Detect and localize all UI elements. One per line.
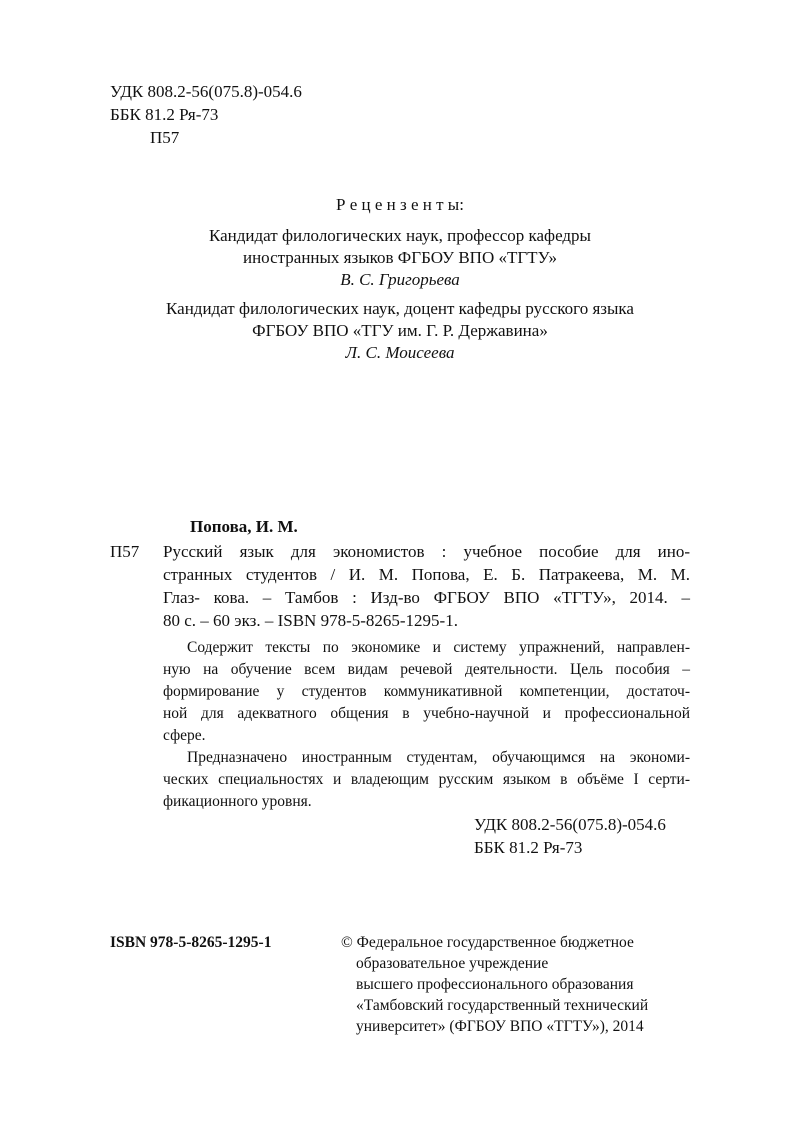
reviewer1-position: Кандидат филологических наук, профессор кафедры: [209, 226, 591, 245]
reviewer2-position: Кандидат филологических наук, доцент кафедры русского языка: [166, 299, 634, 318]
bbk-code: ББК 81.2 Ря-73: [110, 105, 219, 124]
copyright-line-5: университет» (ФГБОУ ВПО «ТГТУ»), 2014: [356, 1018, 644, 1035]
reviewer1-affiliation: иностранных языков ФГБОУ ВПО «ТГТУ»: [242, 248, 558, 267]
reviewer1-name: В. С. Григорьева: [340, 270, 460, 289]
copyright-line-2: образовательное учреждение: [356, 955, 549, 972]
reviewers-title: Р е ц е н з е н т ы:: [336, 195, 464, 214]
bibliography-line-3: Глаз- кова. – Тамбов : Изд-во ФГБОУ ВПО «ТГТУ», 2014. –: [163, 588, 690, 607]
annotation-p1-line3: формирование у студентов коммуникативной компетенции, достаточ-: [163, 683, 690, 700]
udk-code-bottom: УДК 808.2-56(075.8)-054.6: [474, 815, 666, 834]
bbk-code-bottom: ББК 81.2 Ря-73: [474, 838, 583, 857]
annotation-p1-line4: ной для адекватного общения в учебно-научной и профессиональной: [163, 705, 690, 722]
reviewer2-name: Л. С. Моисеева: [345, 343, 455, 362]
annotation-p2-line3: фикационного уровня.: [163, 793, 312, 810]
bibliography-line-4: 80 с. – 60 экз. – ISBN 978-5-8265-1295-1.: [163, 611, 458, 630]
copyright-line-3: высшего профессионального образования: [356, 976, 634, 993]
annotation-p2-line2: ческих специальностях и владеющим русским языком в объёме I серти-: [163, 771, 690, 788]
udk-code: УДК 808.2-56(075.8)-054.6: [110, 82, 302, 101]
copyright-line-4: «Тамбовский государственный технический: [356, 997, 649, 1014]
book-author: Попова, И. М.: [190, 517, 298, 536]
reviewer2-affiliation: ФГБОУ ВПО «ТГУ им. Г. Р. Державина»: [252, 321, 548, 340]
bibliography-line-1: Русский язык для экономистов : учебное пособие для ино-: [163, 542, 690, 561]
annotation-p2-line1: Предназначено иностранным студентам, обучающимся на экономи-: [187, 749, 690, 766]
bibliography-line-2: странных студентов / И. М. Попова, Е. Б. Патракеева, М. М.: [163, 565, 690, 584]
copyright-line-1: © Федеральное государственное бюджетное: [341, 934, 634, 951]
isbn: ISBN 978-5-8265-1295-1: [110, 934, 272, 951]
annotation-p1-line1: Содержит тексты по экономике и систему упражнений, направлен-: [187, 639, 690, 656]
author-code: П57: [150, 128, 180, 147]
annotation-p1-line2: ную на обучение всем видам речевой деятельности. Цель пособия –: [163, 661, 690, 678]
annotation-p1-line5: сфере.: [163, 727, 206, 744]
bibliography-code: П57: [110, 542, 140, 561]
